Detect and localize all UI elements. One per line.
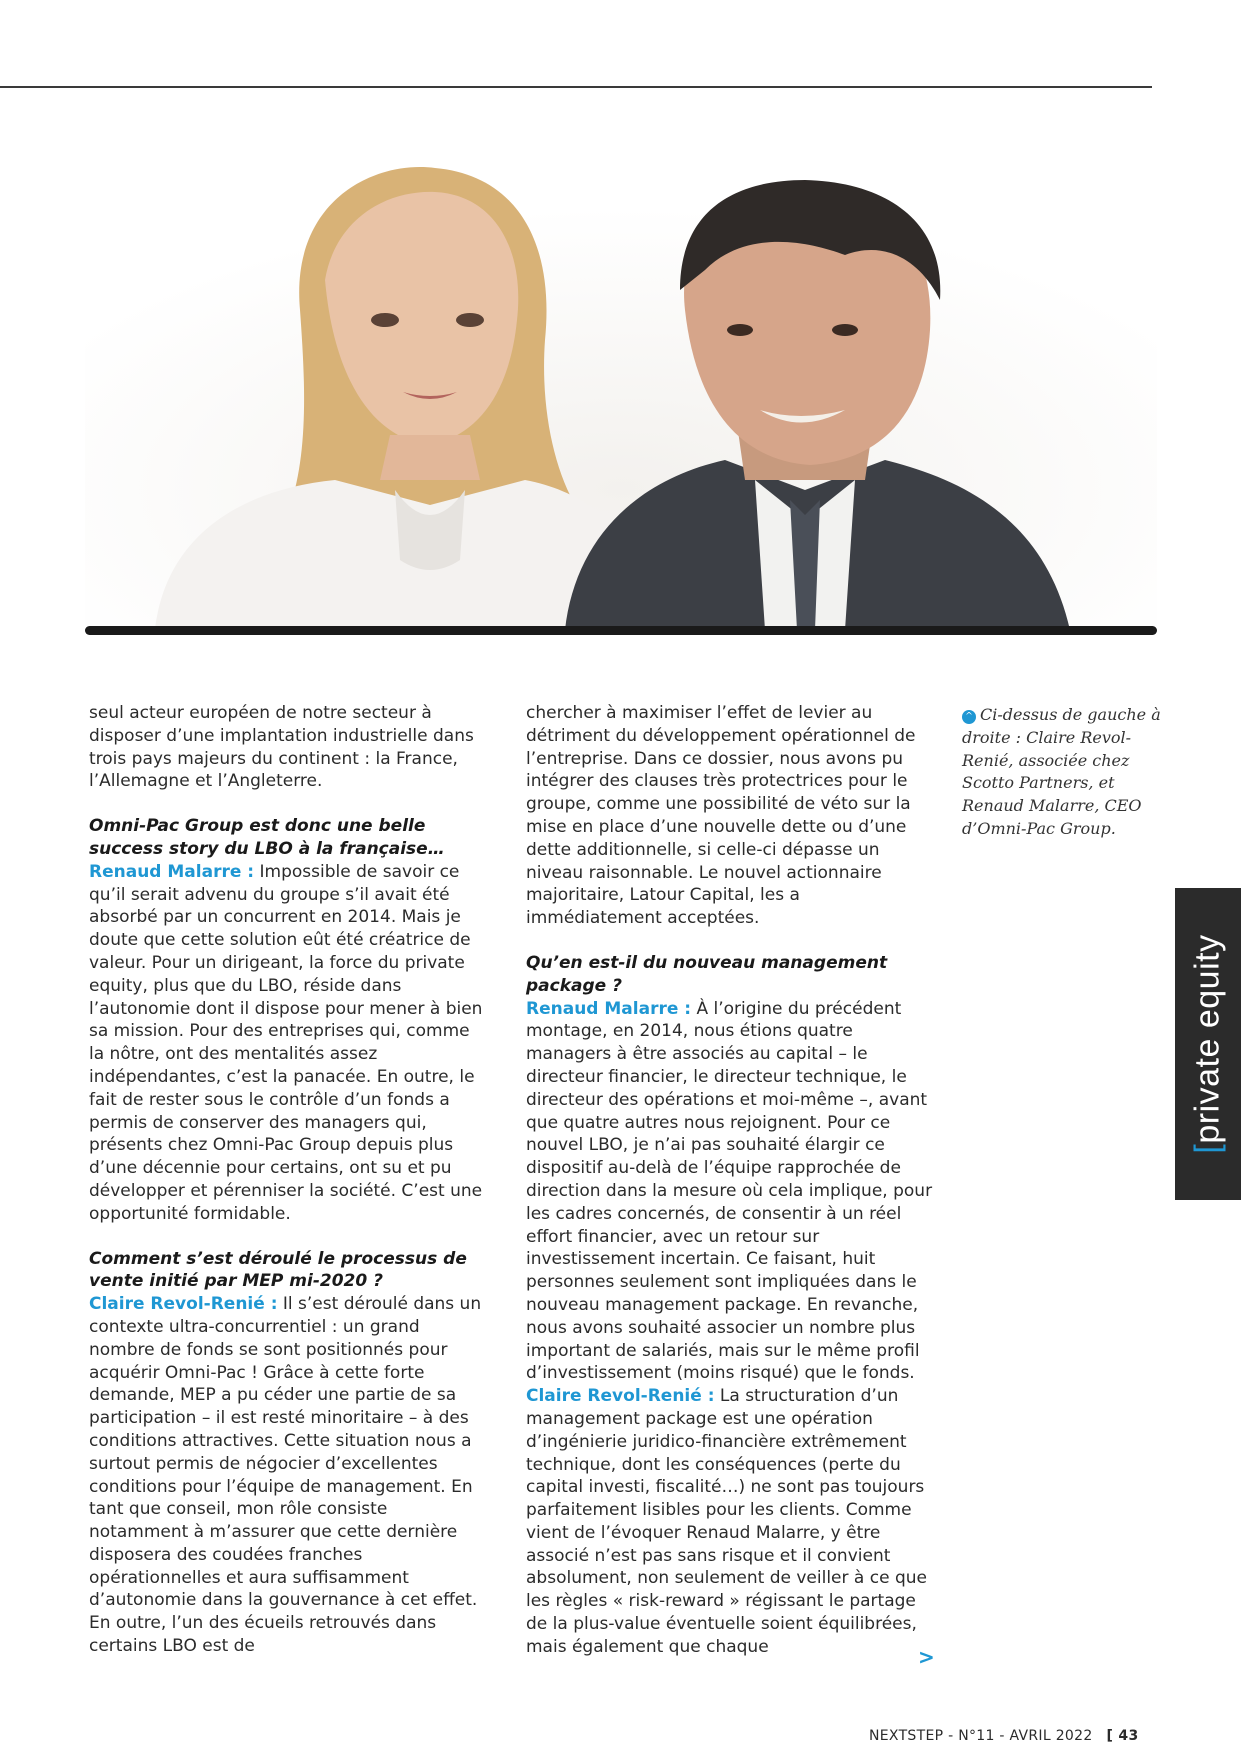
photo-underline-bar [85,626,1157,635]
article-column-2 [526,702,936,1659]
page-footer [869,1728,1139,1744]
section-tab [1175,888,1241,1200]
answer-text: À l’origine du précédent montage, en 2014, nous étions quatre managers à être associés au capital – le directeur financier, le directeur technique, le directeur des opérations et moi-même –, avant que quatre autres nous rejoignent. Pour ce nouvel LBO, je n’ai pas souhaité élargir ce dispositif au-delà de l’équipe rapprochée de direction dans la mesure où cela implique, pour les cadres concernés, de consentir à un réel effort financier, avec un retour sur investissement incertain. Ce faisant, huit personnes seulement sont impliquées dans le nouveau management package. En revanche, nous avons souhaité associer un nombre plus important de salariés, mais sur le même profil d’investissement (moins risqué) que le fonds. [526,998,933,1384]
question-text: Comment s’est déroulé le processus de vente initié par MEP mi-2020 ? [89,1248,467,1292]
question-block [89,1248,489,1658]
question-block [89,815,489,1225]
answer-text: La structuration d’un management package est une opération d’ingénierie juridico-financière extrêmement technique, dont les conséquences (perte du capital investi, fiscalité…) ne sont pas toujours parfaitement lisibles pour les clients. Comme vient de l’évoquer Renaud Malarre, y être associé n’est pas sans risque et il convient absolument, non seulement de veiller à ce que les règles « risk-reward » régissant le partage de la plus-value éventuelle soient équilibrées, mais également que chaque [526,1386,927,1657]
continue-arrow-icon: > [918,1645,935,1669]
portrait-illustration [85,160,1157,630]
issue-info: NEXTSTEP - N°11 - AVRIL 2022 [869,1728,1093,1744]
caption-text: Ci-dessus de gauche à droite : Claire Revol-Renié, associée chez Scotto Partners, et Renaud Malarre, CEO d’Omni-Pac Group. [962,705,1161,838]
speaker-name: Renaud Malarre : [89,861,255,882]
speaker-name: Claire Revol-Renié : [526,1386,715,1407]
question-block [526,952,936,1659]
paragraph: chercher à maximiser l’effet de levier au détriment du développement opérationnel de l’entreprise. Dans ce dossier, nous avons pu intégrer des clauses très protectrices pour le groupe, comme une possibilité de véto sur la mise en place d’une nouvelle dette ou d’une dette additionnelle, si celle-ci dépasse un niveau raisonnable. Le nouvel actionnaire majoritaire, Latour Capital, les a immédiatement acceptées. [526,703,916,929]
article-column-1 [89,702,489,1658]
answer-text: Impossible de savoir ce qu’il serait advenu du groupe s’il avait été absorbé par un concurrent en 2014. Mais je doute que cette solution eût été créatrice de valeur. Pour un dirigeant, la force du private equity, plus que du LBO, réside dans l’autonomie dont il dispose pour mener à bien sa mission. Pour des entreprises qui, comme la nôtre, ont des mentalités assez indépendantes, c’est la panacée. En outre, le fait de rester sous le contrôle d’un fonds a permis de conserver des managers qui, présents chez Omni-Pac Group depuis plus d’une décennie pour certains, ont su et pu développer et pérenniser la société. C’est une opportunité formidable. [89,861,483,1224]
page-number-block [1107,1728,1139,1744]
question-text: Qu’en est-il du nouveau management package ? [526,952,888,996]
section-bracket: [ [1188,1143,1227,1154]
portrait-photo [85,160,1157,630]
speaker-name: Renaud Malarre : [526,998,692,1019]
page-bracket: [ [1106,1728,1114,1744]
section-label [1189,934,1228,1153]
paragraph: seul acteur européen de notre secteur à disposer d’une implantation industrielle dans trois pays majeurs du continent : la France, l’Allemagne et l’Angleterre. [89,703,474,792]
page-number: 43 [1118,1728,1139,1744]
speaker-name: Claire Revol-Renié : [89,1294,278,1315]
caption-arrow-icon: ^ [962,710,976,724]
section-title: private equity [1188,934,1227,1144]
answer-text: Il s’est déroulé dans un contexte ultra-concurrentiel : un grand nombre de fonds se sont positionnés pour acquérir Omni-Pac ! Grâce à cette forte demande, MEP a pu céder une partie de sa participation – il est resté minoritaire – à des conditions attractives. Cette situation nous a surtout permis de négocier d’excellentes conditions pour l’équipe de management. En tant que conseil, mon rôle consiste notamment à m’assurer que cette dernière disposera des coudées franches opérationnelles et aura suffisamment d’autonomie dans la gouvernance à cet effet. En outre, l’un des écueils retrouvés dans certains LBO est de [89,1294,482,1657]
photo-caption [962,704,1162,841]
top-rule [0,86,1152,88]
question-text: Omni-Pac Group est donc une belle success story du LBO à la française… [89,816,445,859]
